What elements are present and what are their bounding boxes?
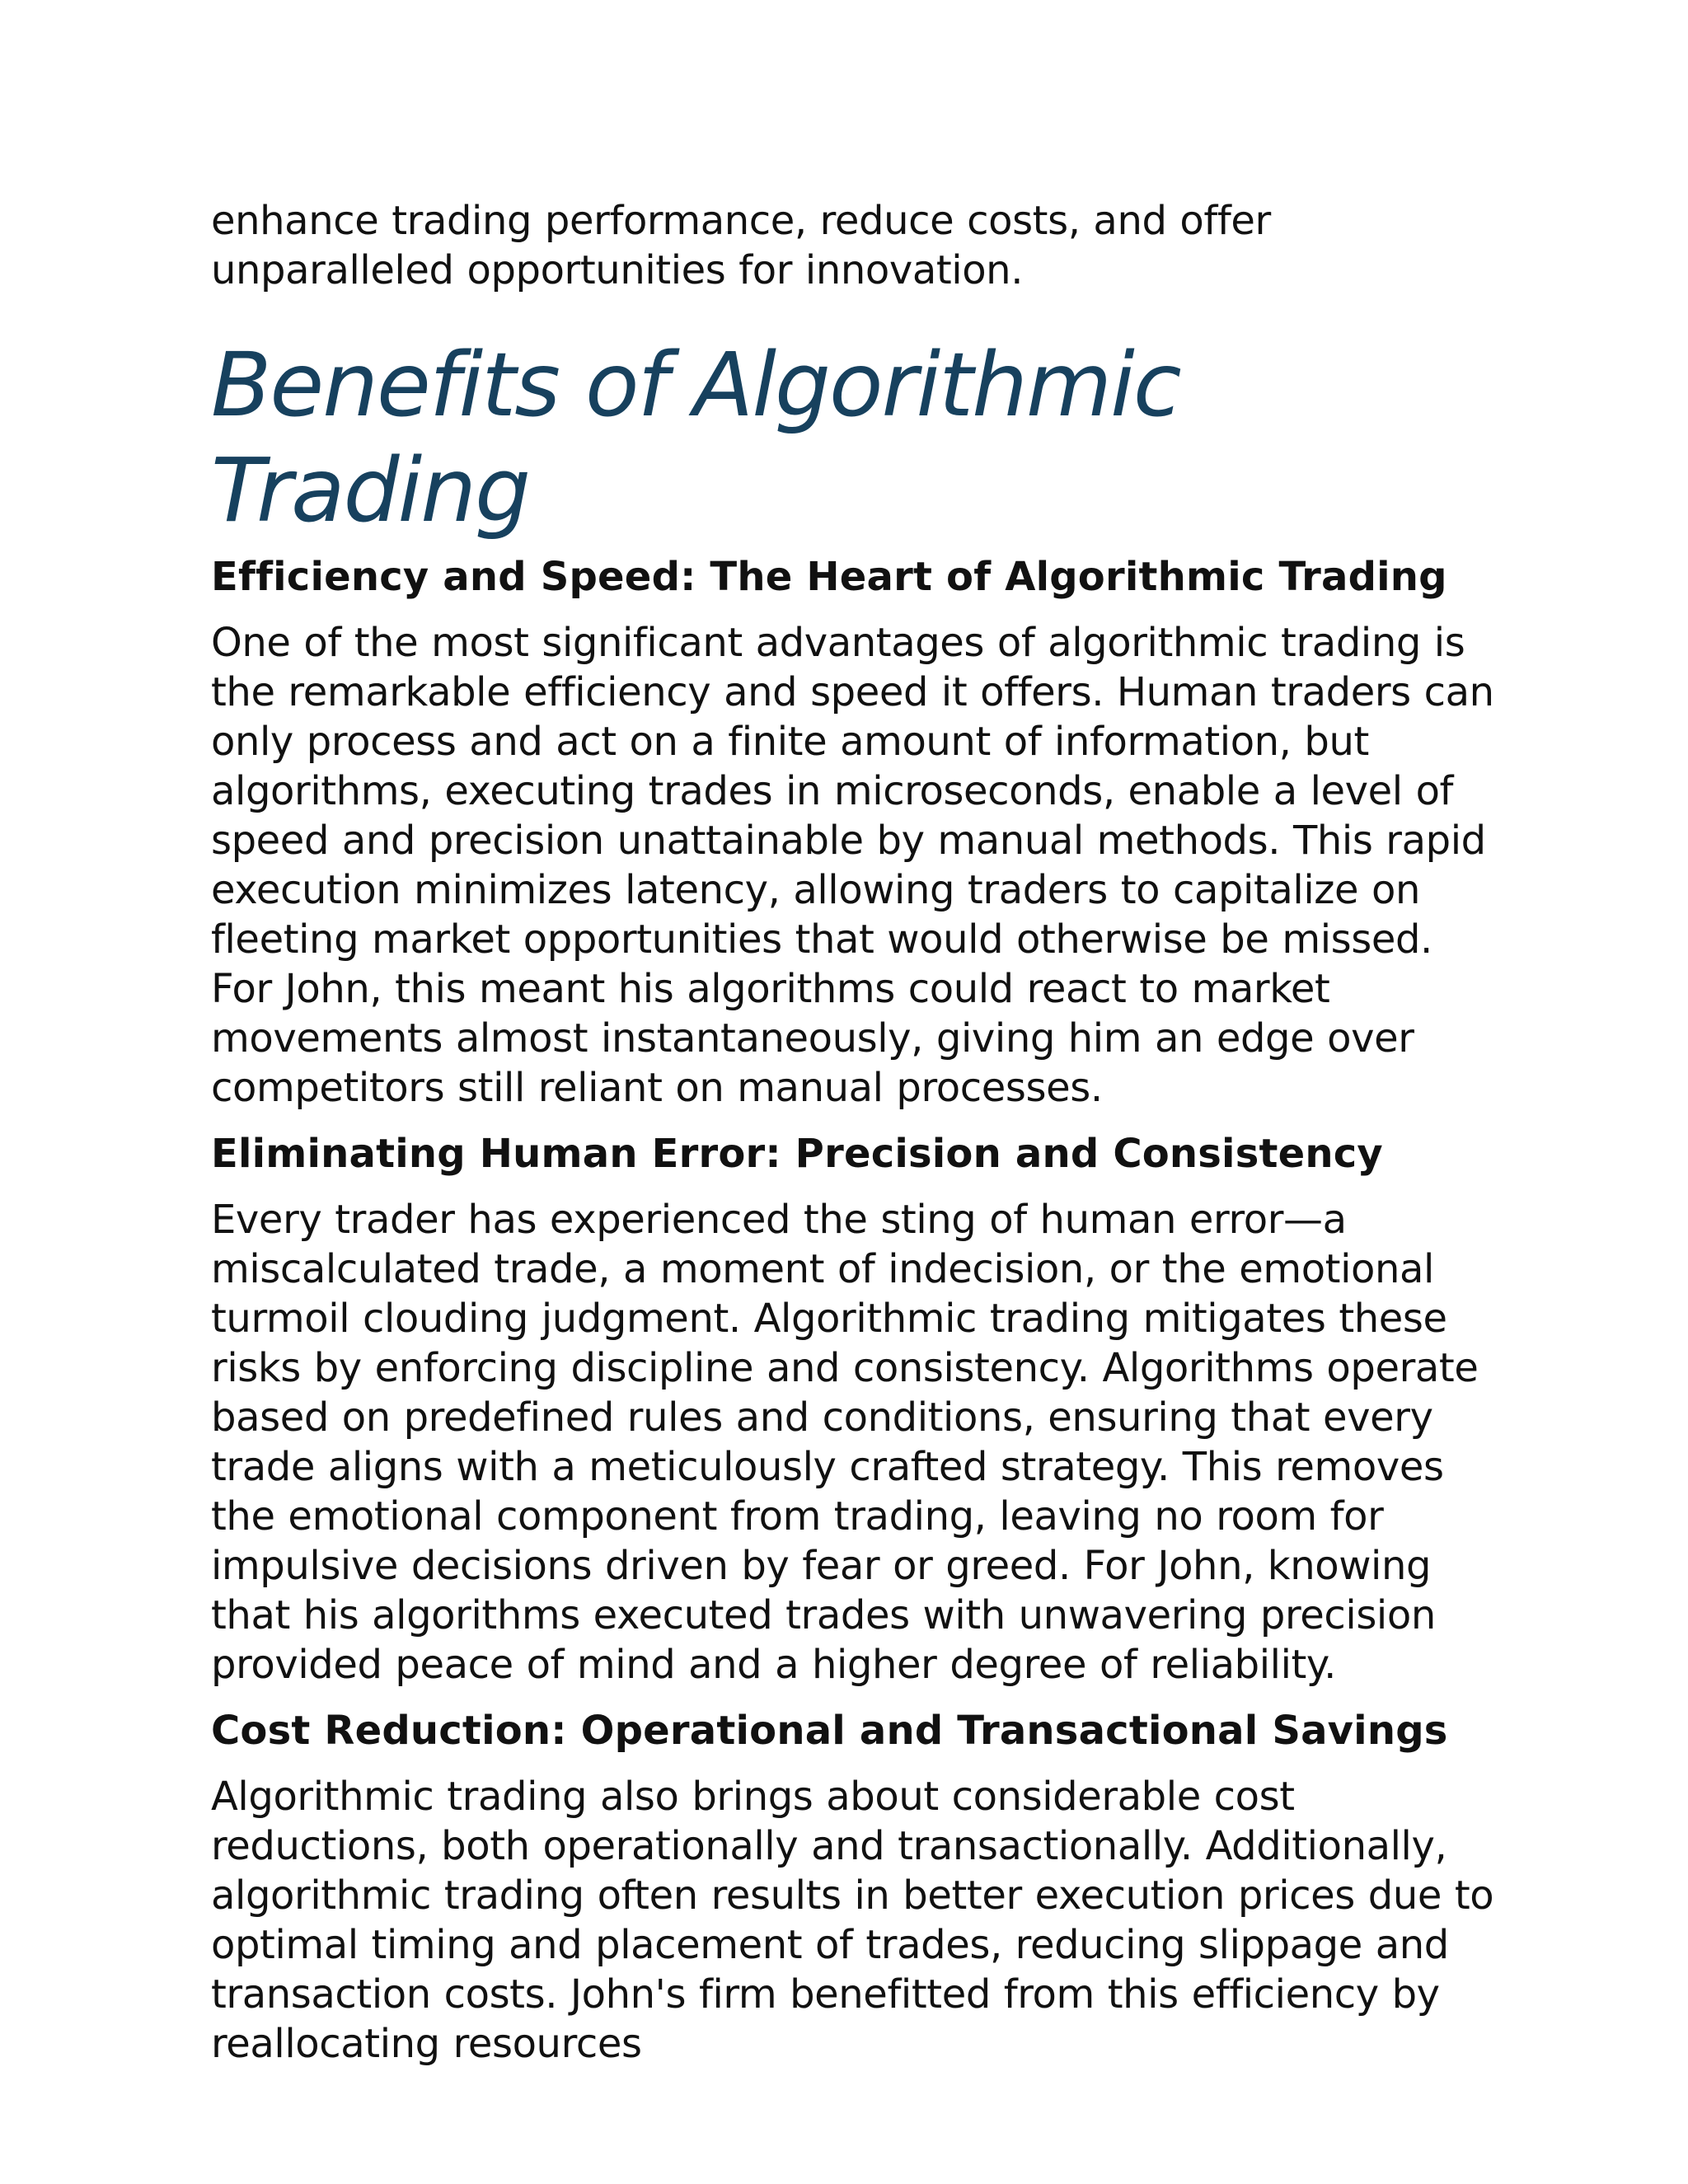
intro-paragraph: enhance trading performance, reduce costs, and offer unparalleled opportunities for innovation. [211,198,1271,293]
subsection-body-efficiency: One of the most significant advantages of algorithmic trading is the remarkable efficiency and speed it offers. Human traders can only process and act on a finite amount of information, but algorithms, executing trades in microseconds, enable a level of speed and precision unattainable by manual methods. This rapid execution minimizes latency, allowing traders to capitalize on fleeting market opportunities that would otherwise be missed. For John, this meant his algorithms could react to market movements almost instantaneously, giving him an edge over competitors still reliant on manual processes. [211,620,1494,1111]
section-title: Benefits of Algorithmic Trading [211,335,1180,542]
subsection-heading-cost-reduction: Cost Reduction: Operational and Transactional Savings [211,1708,1448,1754]
subsection-heading-human-error: Eliminating Human Error: Precision and Consistency [211,1131,1383,1177]
subsection-body-cost-reduction: Algorithmic trading also brings about considerable cost reductions, both operationally and transactionally. Additionally, algorithmic trading often results in better execution prices due to optimal timing and placement of trades, reducing slippage and transaction costs. John's firm benefitted from this efficiency by reallocating resources [211,1774,1494,2067]
subsection-body-human-error: Every trader has experienced the sting of human error—a miscalculated trade, a moment of indecision, or the emotional turmoil clouding judgment. Algorithmic trading mitigates these risks by enforcing discipline and consistency. Algorithms operate based on predefined rules and conditions, ensuring that every trade aligns with a meticulously crafted strategy. This removes the emotional component from trading, leaving no room for impulsive decisions driven by fear or greed. For John, knowing that his algorithms executed trades with unwavering precision provided peace of mind and a higher degree of reliability. [211,1197,1479,1688]
page-content [211,196,1497,2069]
subsection-heading-efficiency: Efficiency and Speed: The Heart of Algorithmic Trading [211,554,1447,600]
